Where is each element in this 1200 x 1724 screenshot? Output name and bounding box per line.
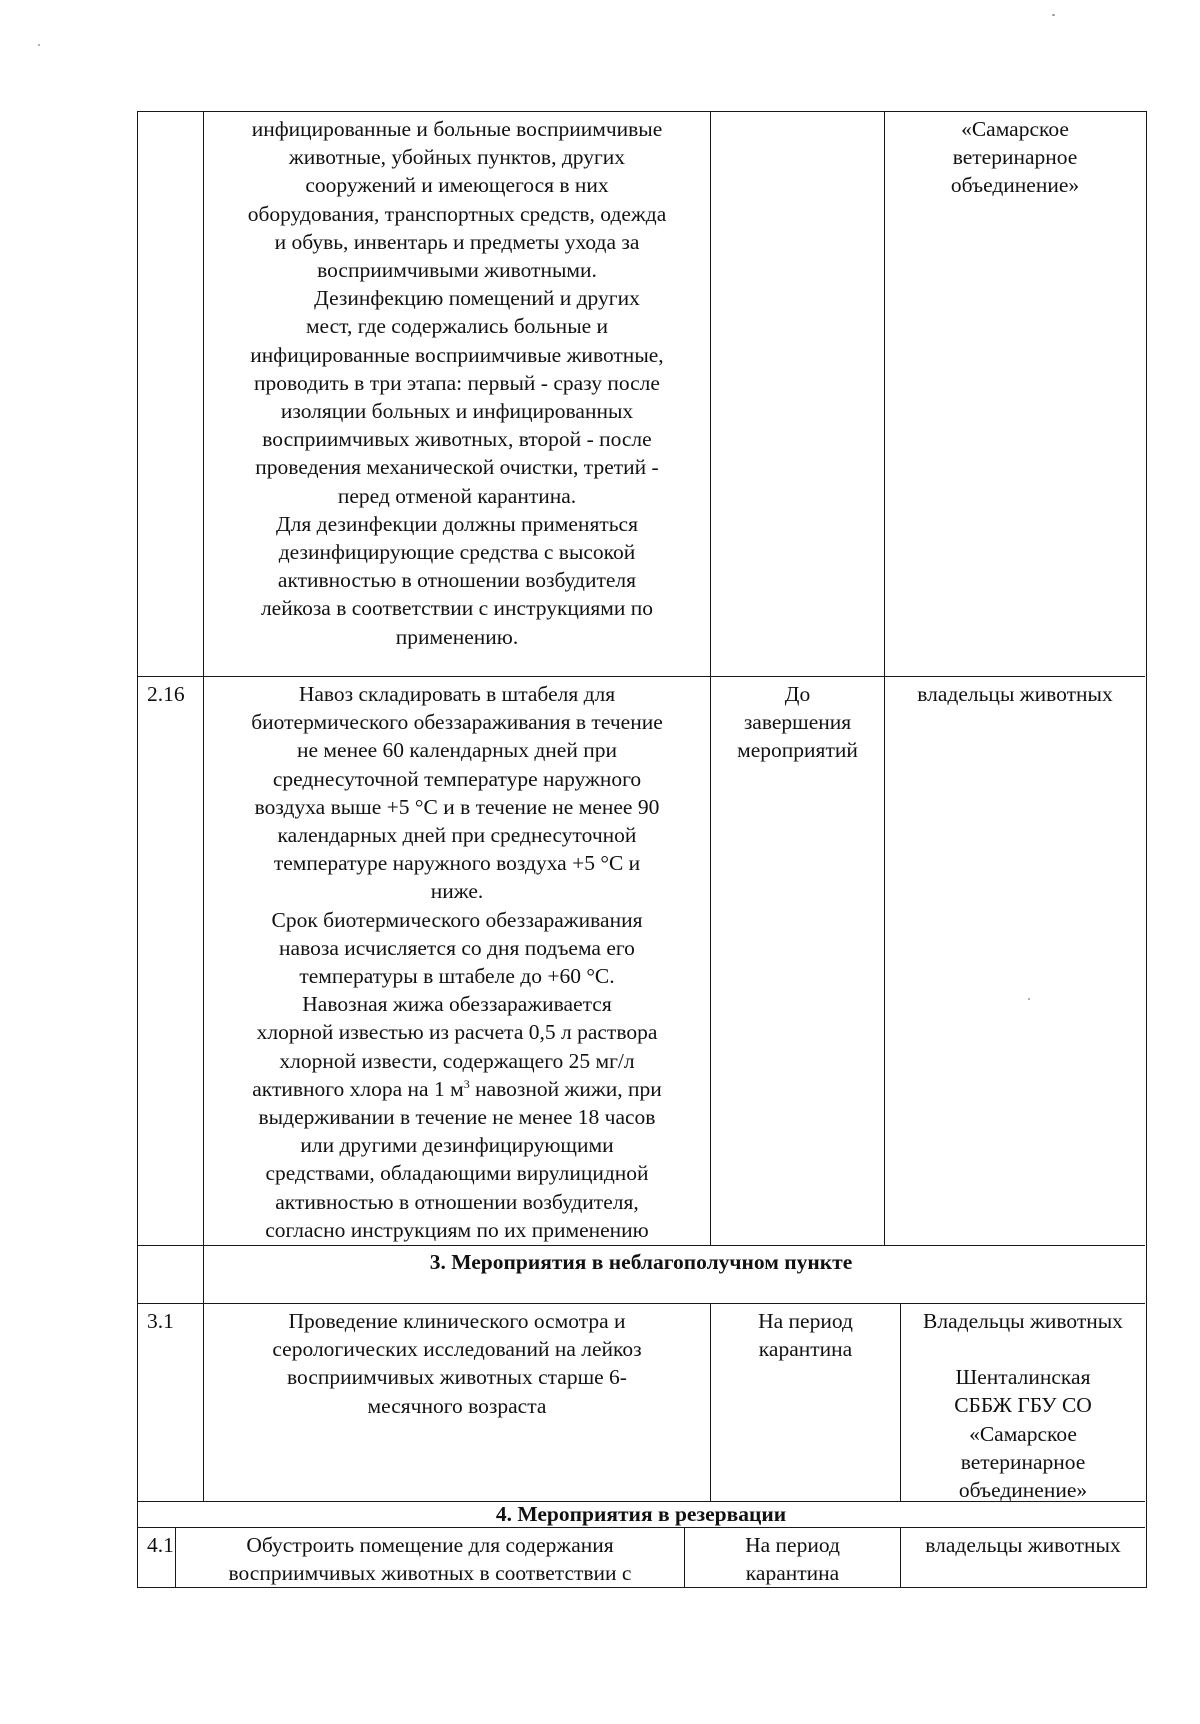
description-paragraph — [206, 990, 708, 1244]
deadline-text: На период карантина — [745, 1533, 840, 1586]
row-3-1-responsible — [903, 1307, 1143, 1504]
description-text: Навозная жижа обеззараживается хлорной известью из расчета 0,5 л раствора хлорной извести, содержащего 25 мг/л — [256, 992, 658, 1073]
col-divider-description — [684, 1527, 685, 1587]
row-4-1-description — [178, 1531, 682, 1587]
row-number: 4.1 — [147, 1533, 174, 1557]
description-paragraph: Для дезинфекции должны применяться дезинфицирующие средства с высокой активностью в отношении возбудителя лейкоза в соответствии с инструкциями по применению. — [260, 511, 654, 649]
description-paragraph: инфицированные и больные восприимчивые животные, убойных пунктов, других сооружений и имеющегося в них оборудования, транспортных средств, одежда и обувь, инвентарь и предметы ухода за восприимчивыми животными. — [247, 117, 667, 283]
description-text: Проведение клинического осмотра и серологических исследований на лейкоз восприимчивых животных старше 6- месячного возраста — [272, 1309, 642, 1418]
description-text: навозной жижи, при выдерживании в течение не менее 18 часов или другими дезинфицирующими средствами, обладающими вирулицидной активностью в отношении возбудителя, согласно инструкциям по их применению — [258, 1076, 662, 1242]
row-continuation-description — [206, 115, 708, 651]
row-4-1-deadline — [687, 1531, 898, 1587]
responsible-text: «Самарское ветеринарное объединение» — [950, 117, 1080, 198]
superscript: 3 — [463, 1076, 470, 1091]
row-2-16-description — [206, 680, 708, 1244]
row-divider — [137, 676, 1145, 677]
description-paragraph: Навоз складировать в штабеля для биотермического обеззараживания в течение не менее 60 календарных дней при среднесуточной температуре наружного воздуха выше +5 °С и в течение не менее 90 календарных дней при среднесуточной температуре наружного воздуха +5 °С и ниже. — [251, 682, 663, 904]
row-divider — [137, 1245, 1145, 1246]
row-4-1-responsible — [903, 1531, 1143, 1559]
section-heading: 3. Мероприятия в неблагополучном пункте — [429, 1250, 853, 1274]
scan-speck — [38, 44, 40, 46]
description-paragraph: Дезинфекцию помещений и других мест, где содержались больные и инфицированные восприимчивые животные, проводить в три этапа: первый - сразу после изоляции больных и инфицированных восприимчивых животных, второй - после проведения механической очистки, третий - перед отменой карантина. — [250, 286, 664, 508]
description-text: активного хлора на 1 м — [252, 1076, 464, 1101]
section-heading: 4. Мероприятия в резервации — [495, 1502, 787, 1526]
responsible-text: Владельцы животных — [923, 1309, 1123, 1333]
row-2-16-responsible — [887, 680, 1143, 708]
col-divider-number — [175, 1527, 176, 1587]
col-divider-description — [710, 111, 711, 1245]
row-divider — [137, 1303, 1145, 1304]
col-divider-deadline — [900, 1527, 901, 1587]
responsible-text: Шенталинская СББЖ ГБУ СО «Самарское ветеринарное объединение» — [954, 1365, 1092, 1503]
deadline-text: До завершения мероприятий — [737, 682, 858, 763]
responsible-text: владельцы животных — [925, 1533, 1121, 1557]
col-divider-deadline — [900, 1303, 901, 1502]
row-continuation-responsible — [887, 115, 1143, 200]
description-paragraph: Срок биотермического обеззараживания навоза исчисляется со дня подъема его температуры в штабеле до +60 °С. — [271, 907, 643, 989]
row-divider — [137, 1527, 1145, 1528]
row-2-16-deadline — [713, 680, 882, 765]
scan-speck — [1052, 14, 1055, 16]
col-divider-description — [710, 1303, 711, 1502]
row-3-1-deadline — [713, 1307, 898, 1363]
row-3-1-description — [206, 1307, 708, 1420]
description-text: Обустроить помещение для содержания восприимчивых животных в соответствии с — [228, 1533, 632, 1586]
row-number: 3.1 — [147, 1309, 174, 1333]
col-divider-deadline — [884, 111, 885, 1245]
col-divider-number — [203, 111, 204, 1501]
responsible-text: владельцы животных — [917, 682, 1113, 706]
row-number: 2.16 — [147, 682, 185, 706]
deadline-text: На период карантина — [758, 1309, 853, 1362]
